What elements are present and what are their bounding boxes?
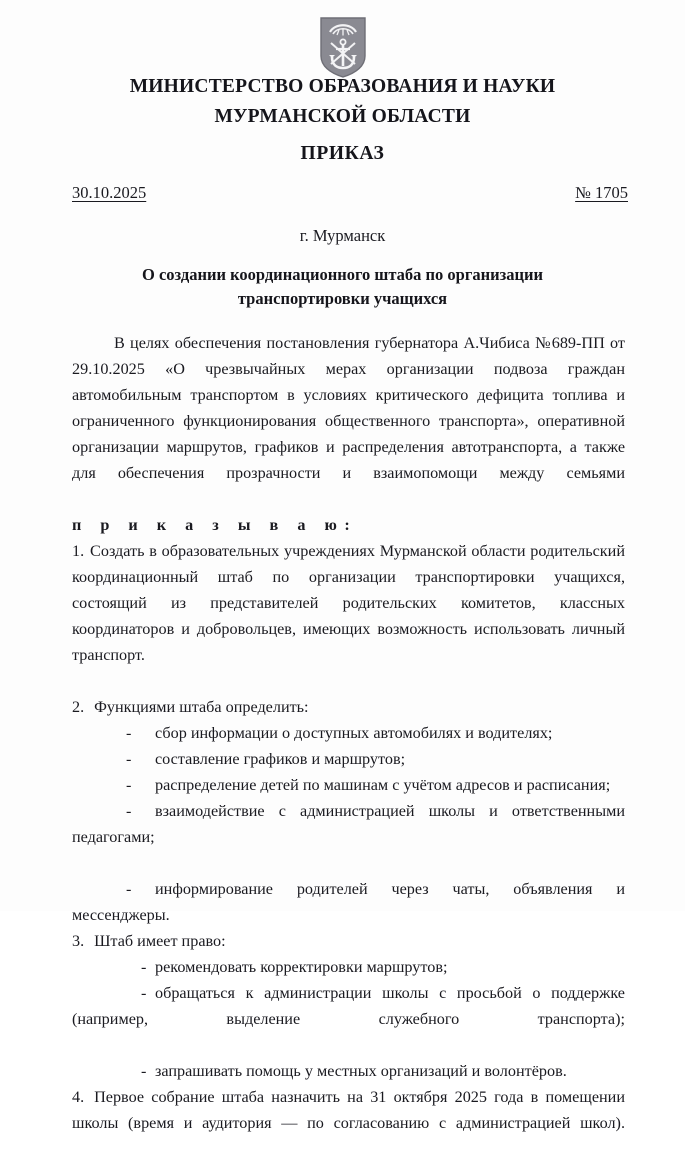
bullet-dash-icon: -: [126, 724, 132, 742]
order-item-2-sub-2-text: составление графиков и маршрутов;: [155, 750, 406, 768]
order-item-1-marker: [72, 538, 90, 564]
order-item-3-marker: [72, 928, 94, 954]
order-item-3-sub-3-text: запрашивать помощь у местных организаций и волонтёров.: [155, 1062, 567, 1080]
order-item-3-number: 3.: [72, 932, 85, 950]
bullet-dash-icon: -: [126, 802, 132, 820]
document-body: [0, 330, 685, 1162]
organization-header: [0, 72, 685, 132]
order-item-1-text: Создать в образовательных учреждениях Мурманской области родительский координационный штаб по организации транспортировки учащихся, состоящий из представителей родительских комитетов, классных координаторов и добровольцев, имеющих возможность использовать личный транспорт.: [72, 542, 625, 664]
bullet-dash-icon: -: [141, 1062, 147, 1080]
order-item-2-text: Функциями штаба определить:: [94, 698, 309, 716]
document-city: г. Мурманск: [299, 226, 386, 245]
order-item-2-sub-3-text: распределение детей по машинам с учётом адресов и расписания;: [155, 776, 611, 794]
order-item-2-sub-5: [72, 876, 625, 928]
order-item-2-sub-1-text: сбор информации о доступных автомобилях и водителях;: [155, 724, 553, 742]
order-item-3-sub-3: [72, 1058, 625, 1084]
order-item-2-sub-3: [72, 772, 625, 798]
bullet-dash-icon: -: [141, 984, 147, 1002]
order-item-2-sub-4: [72, 798, 625, 876]
order-item-3-sub-1: [72, 954, 625, 980]
order-item-2-sub-1: [72, 720, 625, 746]
org-header-line-2: МУРМАНСКОЙ ОБЛАСТИ: [214, 106, 471, 127]
document-kind: ПРИКАЗ: [300, 143, 385, 164]
document-title: [0, 263, 685, 311]
emblem-container: [0, 0, 685, 72]
order-item-3-text: Штаб имеет право:: [94, 932, 226, 950]
order-item-2-marker: [72, 694, 94, 720]
order-item-3-sub-1-text: рекомендовать корректировки маршрутов;: [155, 958, 448, 976]
order-item-3: [72, 928, 625, 954]
order-item-2-number: 2.: [72, 698, 85, 716]
order-item-3-sub-2-text: обращаться к администрации школы с просьбой о поддержке (например, выделение служебного транспорта);: [72, 984, 625, 1028]
order-item-3-sub-2: [72, 980, 625, 1058]
document-date: 30.10.2025: [72, 183, 147, 202]
bullet-dash-icon: -: [141, 958, 147, 976]
coat-of-arms-icon: [318, 16, 368, 78]
order-keyword: п р и к а з ы в а ю:: [72, 516, 358, 534]
document-title-line-2: транспортировки учащихся: [237, 289, 448, 308]
bullet-dash-icon: -: [126, 776, 132, 794]
order-item-4-marker: [72, 1084, 94, 1110]
order-item-2-sub-4-text: взаимодействие с администрацией школы и ответственными педагогами;: [72, 802, 625, 846]
document-number: № 1705: [575, 183, 628, 202]
preamble-paragraph: В целях обеспечения постановления губернатора А.Чибиса №689-ПП от 29.10.2025 «О чрезвычайных мерах организации подвоза граждан автомобильным транспортом в условиях критического дефицита топлива и ограниченного функционирования общественного транспорта», оперативной организации маршрутов, графиков и распределения автотранспорта, а также для обеспечения прозрачности и взаимопомощи между семьями: [72, 334, 625, 482]
order-item-2: [72, 694, 625, 720]
order-item-1: [72, 538, 625, 694]
org-header-line-1: МИНИСТЕРСТВО ОБРАЗОВАНИЯ И НАУКИ: [129, 76, 556, 97]
order-item-4-text: Первое собрание штаба назначить на 31 октября 2025 года в помещении школы (время и аудитория — по согласованию с администрацией школ).: [72, 1088, 625, 1132]
order-item-4-number: 4.: [72, 1088, 85, 1106]
order-item-2-sub-5-text: информирование родителей через чаты, объявления и мессенджеры.: [72, 880, 625, 924]
document-title-line-1: О создании координационного штаба по организации: [141, 265, 544, 284]
order-item-2-sub-2: [72, 746, 625, 772]
bullet-dash-icon: -: [126, 880, 132, 898]
document-meta-row: [0, 183, 685, 209]
order-item-1-number: 1.: [72, 542, 85, 560]
bullet-dash-icon: -: [126, 750, 132, 768]
order-item-4: [72, 1084, 625, 1162]
